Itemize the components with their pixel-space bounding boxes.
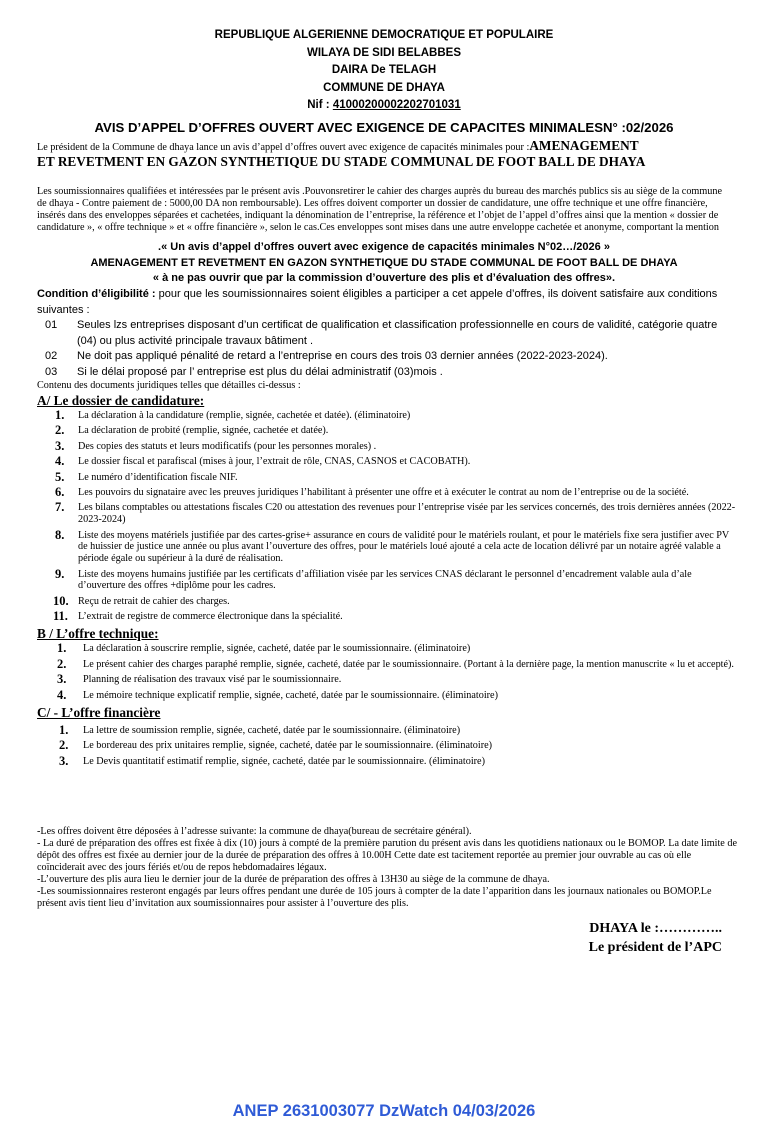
list-item [37,593,737,608]
item-text: La lettre de soumission remplie, signée, cacheté, datée par le soumissionnaire. (éliminatoire) [83,725,461,737]
header-commune: COMMUNE DE DHAYA [323,81,445,94]
item-text: Le Devis quantitatif estimatif remplie, signée, cacheté, datée par le soumissionnaire. (éliminatoire) [83,755,485,767]
item-num: 4. [55,454,65,469]
nif-label: Nif : [307,99,333,111]
eligibility-label: Condition d’éligibilité : [37,288,156,300]
list-item [37,527,737,565]
list-item [37,438,737,453]
list-item [37,469,737,484]
item-num: 6. [55,484,65,499]
section-b-list [37,643,737,701]
item-text: Le présent cahier des charges paraphé remplie, signée, cacheté, datée par le soumissionnaire. (Portant à la dernière page, la mention manuscrite « lu et accepté). [83,658,734,670]
list-item [37,611,737,623]
list-item [37,656,737,671]
item-num: 3. [55,438,65,453]
intro-object-part1: AMENAGEMENT [529,138,639,153]
item-num: 3. [59,753,69,768]
signature-signer: Le président de l’APC [588,940,722,955]
note-line: - La duré de préparation des offres est fixée à dix (10) jours à compté de la première parution du présent avis dans les quotidiens nationaux ou le BOMOP. La date limite de dépôt des offres est fixée au dernier jour de la durée de préparation des offres à 10.00H Cette date est tacitement reportée au premier jour ouvrable au cas où elle coïnciderait avec des jours fériés et/ou de repos hebdomadaires légaux. [37,838,737,873]
eligibility-item [37,318,737,349]
publication-reference: ANEP 2631003077 DzWatch 04/03/2026 [232,1102,536,1120]
item-text: L’extrait de registre de commerce électronique dans la spécialité. [78,611,343,623]
note-line: -Les offres doivent être déposées à l’adresse suivante: la commune de dhaya(bureau de secrétaire général). [37,826,472,837]
list-item [37,425,737,437]
signature-place-date: DHAYA le :………….. [589,921,722,936]
intro-text: Le président de la Commune de dhaya lance un avis d’appel d’offres ouvert avec exigence de capacités minimales pour : [37,142,530,153]
eligibility-item-num: 02 [45,350,58,362]
eligibility-item [37,349,737,365]
note-line: -Les soumissionnaires resteront engagés par leurs offres pendant une durée de 105 jours à compter de la date l’apparition dans les journaux nationales ou BOMOP.Le présent avis tient lieu d’invitation aux soumissionnaires pour assister à l’ouverture des plis. [37,886,712,909]
item-num: 1. [59,723,69,738]
section-a-list [37,410,737,623]
item-text: Liste des moyens matériels justifiée par des cartes-grise+ assurance en cours de validité pour le matériels roulant, et pour le matériels fixe sera justifier avec PV de huissier de justice une année ou plus avant l’ouverture des offres, pour le matériels loué ajouté a cela acte de location délivré par un notaire agréé valable a période égale ou supérieur à la duré de réalisation. [78,529,730,565]
item-num: 5. [55,469,65,484]
item-text: Liste des moyens humains justifiée par les certificats d’affiliation visée par les services CNAS déclarant le personnel d’encadrement valable aula d’ale d’ouverture des offres +diplôme pour les cadres. [78,568,692,592]
nif-value: 41000200002202701031 [332,99,461,111]
item-num: 3. [57,672,67,687]
item-text: Les pouvoirs du signataire avec les preuves juridiques l’habilitant à présenter une offre et à exécuter le contrat au nom de l’entreprise ou de la société. [78,486,689,498]
item-num: 8. [55,527,65,542]
section-c-title: C/ - L’offre financière [37,705,161,721]
mention-line-2: AMENAGEMENT ET REVETMENT EN GAZON SYNTHETIQUE DU STADE COMMUNAL DE FOOT BALL DE DHAYA [90,256,678,269]
item-num: 2. [55,423,65,438]
item-text: Reçu de retrait de cahier des charges. [78,595,230,607]
submission-paragraph: Les soumissionnaires qualifiées et intéressées par le présent avis .Pouvonsretirer le cahier des charges auprès du bureau des marchés publics sis au siège de la commune de dhaya - Contre paiement de : 5000,00 DA non remboursable). Les offres doivent comporter un dossier de candidature, une offre technique et une offre financière, insérés dans des enveloppes séparées et cachetées, indiquant la dénomination de l’entreprise, la référence et l’objet de l’appel d’offres ainsi que la mention « dossier de candidature », « offre technique » et « offre financière », selon le cas.Ces enveloppes sont mises dans une autre enveloppe cachetée et anonyme, comportant la mention [37,186,722,233]
item-text: La déclaration à souscrire remplie, signée, cacheté, datée par le soumissionnaire. (éliminatoire) [83,643,471,655]
item-num: 9. [55,566,65,581]
item-text: Les bilans comptables ou attestations fiscales C20 ou attestation des revenues pour l’entreprise visée par les services concernés, des trois dernières années (2022-2023-2024) [78,502,736,526]
intro-paragraph [37,140,729,169]
item-text: La déclaration de probité (remplie, signée, cachetée et datée). [78,425,329,437]
header-nif [0,97,768,115]
eligibility-section [37,287,737,380]
item-text: Le dossier fiscal et parafiscal (mises à jour, l’extrait de rôle, CNAS, CASNOS et CACOBATH). [78,456,471,468]
list-item [37,456,737,468]
item-text: Des copies des statuts et leurs modificatifs (pour les personnes morales) . [78,440,377,452]
item-num: 2. [57,656,67,671]
item-num: 2. [59,738,69,753]
eligibility-text: pour que les soumissionnaires soient éligibles a participer a cet appele d’offres, ils doivent satisfaire aux conditions suivantes : [37,288,718,316]
list-item [37,566,737,593]
intro-object-part2: ET REVETMENT EN GAZON SYNTHETIQUE DU STADE COMMUNAL DE FOOT BALL DE DHAYA [37,154,646,169]
section-b-title: B / L’offre technique: [37,626,159,642]
note-line: -L’ouverture des plis aura lieu le dernier jour de la durée de préparation des offres à 13H30 au siège de la commune de dhaya. [37,874,550,885]
list-item [37,753,737,768]
documents-section [37,379,737,771]
item-num: 1. [55,408,65,422]
mention-line-3: « à ne pas ouvrir que par la commission d’ouverture des plis et d’évaluation des offres». [152,272,616,284]
eligibility-item-text: Ne doit pas appliqué pénalité de retard a l’entreprise en cours des trois 03 dernier années (2022-2023-2024). [77,350,608,362]
section-a-title: A/ Le dossier de candidature: [37,393,205,408]
section-c-list [37,725,737,768]
item-text: Le bordereau des prix unitaires remplie, signée, cacheté, datée par le soumissionnaire. (éliminatoire) [83,740,493,752]
official-header [0,27,768,115]
list-item [37,687,737,702]
item-text: Le mémoire technique explicatif remplie, signée, cacheté, datée par le soumissionnaire. (éliminatoire) [83,689,498,701]
list-item [37,484,737,499]
signature-block [589,919,722,957]
item-text: Planning de réalisation des travaux visé par le soumissionnaire. [83,674,342,686]
eligibility-item-text: Seules lzs entreprises disposant d’un certificat de qualification et classification professionnelle en cours de validité, catégorie quatre (04) ou plus activité principale travaux bâtiment . [77,319,718,347]
item-num: 11. [53,609,68,624]
list-item [37,502,737,526]
item-text: La déclaration à la candidature (remplie, signée, cachetée et datée). (éliminatoire) [78,410,411,421]
contenu-line: Contenu des documents juridiques telles que détailles ci-dessus : [37,380,301,391]
eligibility-intro [37,287,737,318]
header-wilaya: WILAYA DE SIDI BELABBES [307,46,461,59]
eligibility-item-num: 03 [45,365,58,378]
list-item [37,643,737,655]
eligibility-item-num: 01 [45,319,58,331]
item-num: 1. [57,641,67,656]
header-republic: REPUBLIQUE ALGERIENNE DEMOCRATIQUE ET POPULAIRE [214,29,554,41]
item-num: 10. [53,593,69,608]
mention-line-1: .« Un avis d’appel d’offres ouvert avec exigence de capacités minimales N°02…/2026 » [158,241,610,253]
item-num: 4. [57,687,67,702]
list-item [37,410,737,422]
eligibility-item [37,365,737,381]
notes-section [37,826,737,910]
item-num: 7. [55,500,65,515]
list-item [37,740,737,752]
eligibility-item-text: Si le délai proposé par l’ entreprise est plus du délai administratif (03)mois . [77,365,443,378]
list-item [37,674,737,686]
header-daira: DAIRA De TELAGH [331,64,437,76]
item-text: Le numéro d’identification fiscale NIF. [78,471,238,483]
notice-title: AVIS D’APPEL D’OFFRES OUVERT AVEC EXIGENCE DE CAPACITES MINIMALESN° :02/2026 [94,120,674,135]
list-item [37,725,737,737]
envelope-mention [0,240,768,287]
